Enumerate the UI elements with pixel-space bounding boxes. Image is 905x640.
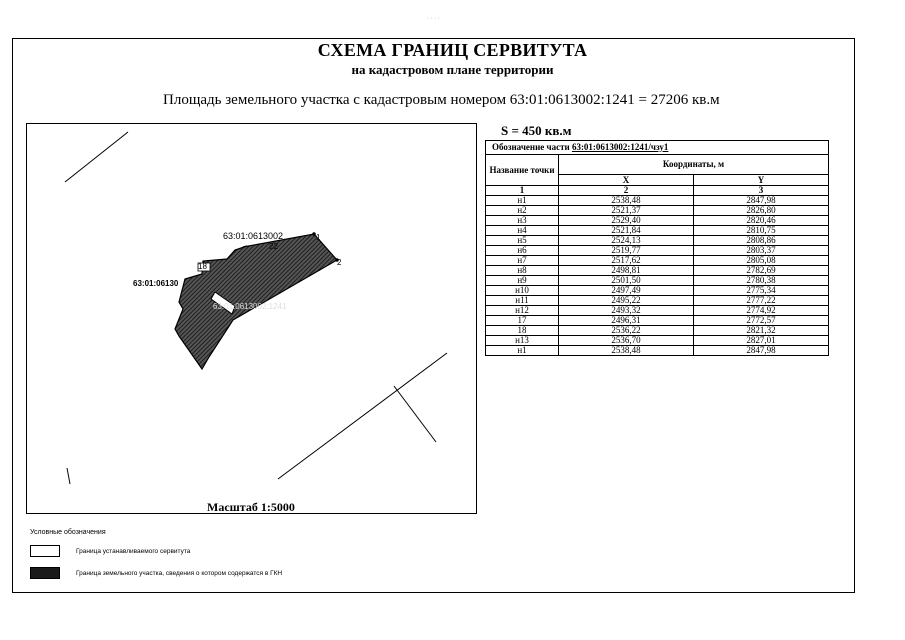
cell-name: н12 xyxy=(486,306,559,316)
cell-name: 18 xyxy=(486,326,559,336)
point-label-1: 1 xyxy=(316,233,321,242)
servitude-area-value: S = 450 кв.м xyxy=(501,123,572,138)
designation-number: 63:01:0613002:1241/чзу1 xyxy=(571,142,669,152)
col-number-3: 3 xyxy=(694,186,829,196)
cadastral-map xyxy=(26,123,477,514)
cell-x: 2521,37 xyxy=(559,206,694,216)
col-number-2: 2 xyxy=(559,186,694,196)
page-subtitle: на кадастровом плане территории xyxy=(351,62,554,77)
legend-swatch-servitude xyxy=(30,545,60,557)
cell-name: н3 xyxy=(486,216,559,226)
cell-y: 2826,80 xyxy=(694,206,829,216)
column-number-row xyxy=(486,186,829,196)
cell-name: н8 xyxy=(486,266,559,276)
cell-y: 2805,08 xyxy=(694,256,829,266)
cell-x: 2517,62 xyxy=(559,256,694,266)
cell-name: н10 xyxy=(486,286,559,296)
cell-x: 2536,22 xyxy=(559,326,694,336)
table-row xyxy=(486,336,829,346)
cell-name: н2 xyxy=(486,206,559,216)
designation-label: Обозначение части xyxy=(492,142,570,152)
point-label-2: 2 xyxy=(337,258,342,267)
cell-name: н1 xyxy=(486,346,559,356)
col-coords-header: Координаты, м xyxy=(559,155,829,175)
cell-x: 2538,48 xyxy=(559,346,694,356)
table-row xyxy=(486,296,829,306)
table-row xyxy=(486,276,829,286)
boundary-line-branch xyxy=(394,386,436,442)
cell-y: 2820,46 xyxy=(694,216,829,226)
quarter-label: 63:01:0613002 xyxy=(223,231,284,241)
cell-name: н13 xyxy=(486,336,559,346)
legend-text-servitude: Граница устанавливаемого сервитута xyxy=(76,548,191,555)
cell-y: 2772,57 xyxy=(694,316,829,326)
table-row xyxy=(486,196,829,206)
cell-y: 2810,75 xyxy=(694,226,829,236)
coordinates-table xyxy=(485,140,829,356)
designation-cell xyxy=(486,141,829,155)
boundary-line-bottom xyxy=(278,353,447,479)
cell-x: 2497,49 xyxy=(559,286,694,296)
table-row xyxy=(486,326,829,336)
cell-y: 2774,92 xyxy=(694,306,829,316)
col-point-header: Название точки xyxy=(486,155,559,186)
cell-x: 2519,77 xyxy=(559,246,694,256)
map-scale: Масштаб 1:5000 xyxy=(207,500,295,514)
boundary-line-top xyxy=(65,132,128,182)
legend-title: Условные обозначения xyxy=(30,529,106,536)
cell-x: 2529,40 xyxy=(559,216,694,226)
point-label-18: 18 xyxy=(198,262,207,271)
cell-name: н7 xyxy=(486,256,559,266)
cell-x: 2521,84 xyxy=(559,226,694,236)
cell-x: 2524,13 xyxy=(559,236,694,246)
table-row xyxy=(486,256,829,266)
parcel-label-inner: 63:01:0613002:1241 xyxy=(213,302,287,311)
scan-artifact: · · · · xyxy=(427,16,440,22)
table-row xyxy=(486,206,829,216)
legend-swatch-parcel xyxy=(30,567,60,579)
cell-y: 2803,37 xyxy=(694,246,829,256)
table-row xyxy=(486,216,829,226)
cell-x: 2495,22 xyxy=(559,296,694,306)
cell-x: 2496,31 xyxy=(559,316,694,326)
cell-x: 2493,32 xyxy=(559,306,694,316)
parcel-area-statement: Площадь земельного участка с кадастровым номером 63:01:0613002:1241 = 27206 кв.м xyxy=(163,92,720,108)
cell-x: 2501,50 xyxy=(559,276,694,286)
cell-x: 2536,70 xyxy=(559,336,694,346)
col-number-1: 1 xyxy=(486,186,559,196)
page-title: СХЕМА ГРАНИЦ СЕРВИТУТА xyxy=(317,40,588,60)
designation-row xyxy=(486,141,829,155)
cell-y: 2847,98 xyxy=(694,196,829,206)
table-row xyxy=(486,266,829,276)
cell-y: 2847,98 xyxy=(694,346,829,356)
cell-name: н5 xyxy=(486,236,559,246)
cell-y: 2808,86 xyxy=(694,236,829,246)
col-y-header: Y xyxy=(694,175,829,186)
table-row xyxy=(486,316,829,326)
cell-name: н11 xyxy=(486,296,559,306)
cell-y: 2821,32 xyxy=(694,326,829,336)
point-label-22: 22 xyxy=(269,242,278,251)
table-row xyxy=(486,236,829,246)
cell-name: 17 xyxy=(486,316,559,326)
table-row xyxy=(486,286,829,296)
cell-name: н4 xyxy=(486,226,559,236)
cell-y: 2777,22 xyxy=(694,296,829,306)
cell-x: 2538,48 xyxy=(559,196,694,206)
parcel-label-left: 63:01:06130 xyxy=(133,279,179,288)
table-row xyxy=(486,246,829,256)
legend-text-parcel: Граница земельного участка, сведения о котором содержатся в ГКН xyxy=(76,570,283,577)
map-drawing xyxy=(27,124,478,515)
cell-name: н9 xyxy=(486,276,559,286)
col-x-header: X xyxy=(559,175,694,186)
cell-y: 2782,69 xyxy=(694,266,829,276)
cell-y: 2780,38 xyxy=(694,276,829,286)
table-row xyxy=(486,306,829,316)
cell-x: 2498,81 xyxy=(559,266,694,276)
cell-y: 2827,01 xyxy=(694,336,829,346)
boundary-tick xyxy=(67,468,70,484)
table-row xyxy=(486,226,829,236)
cell-y: 2775,34 xyxy=(694,286,829,296)
cell-name: н6 xyxy=(486,246,559,256)
cell-name: н1 xyxy=(486,196,559,206)
table-row xyxy=(486,346,829,356)
header-row xyxy=(486,155,829,175)
